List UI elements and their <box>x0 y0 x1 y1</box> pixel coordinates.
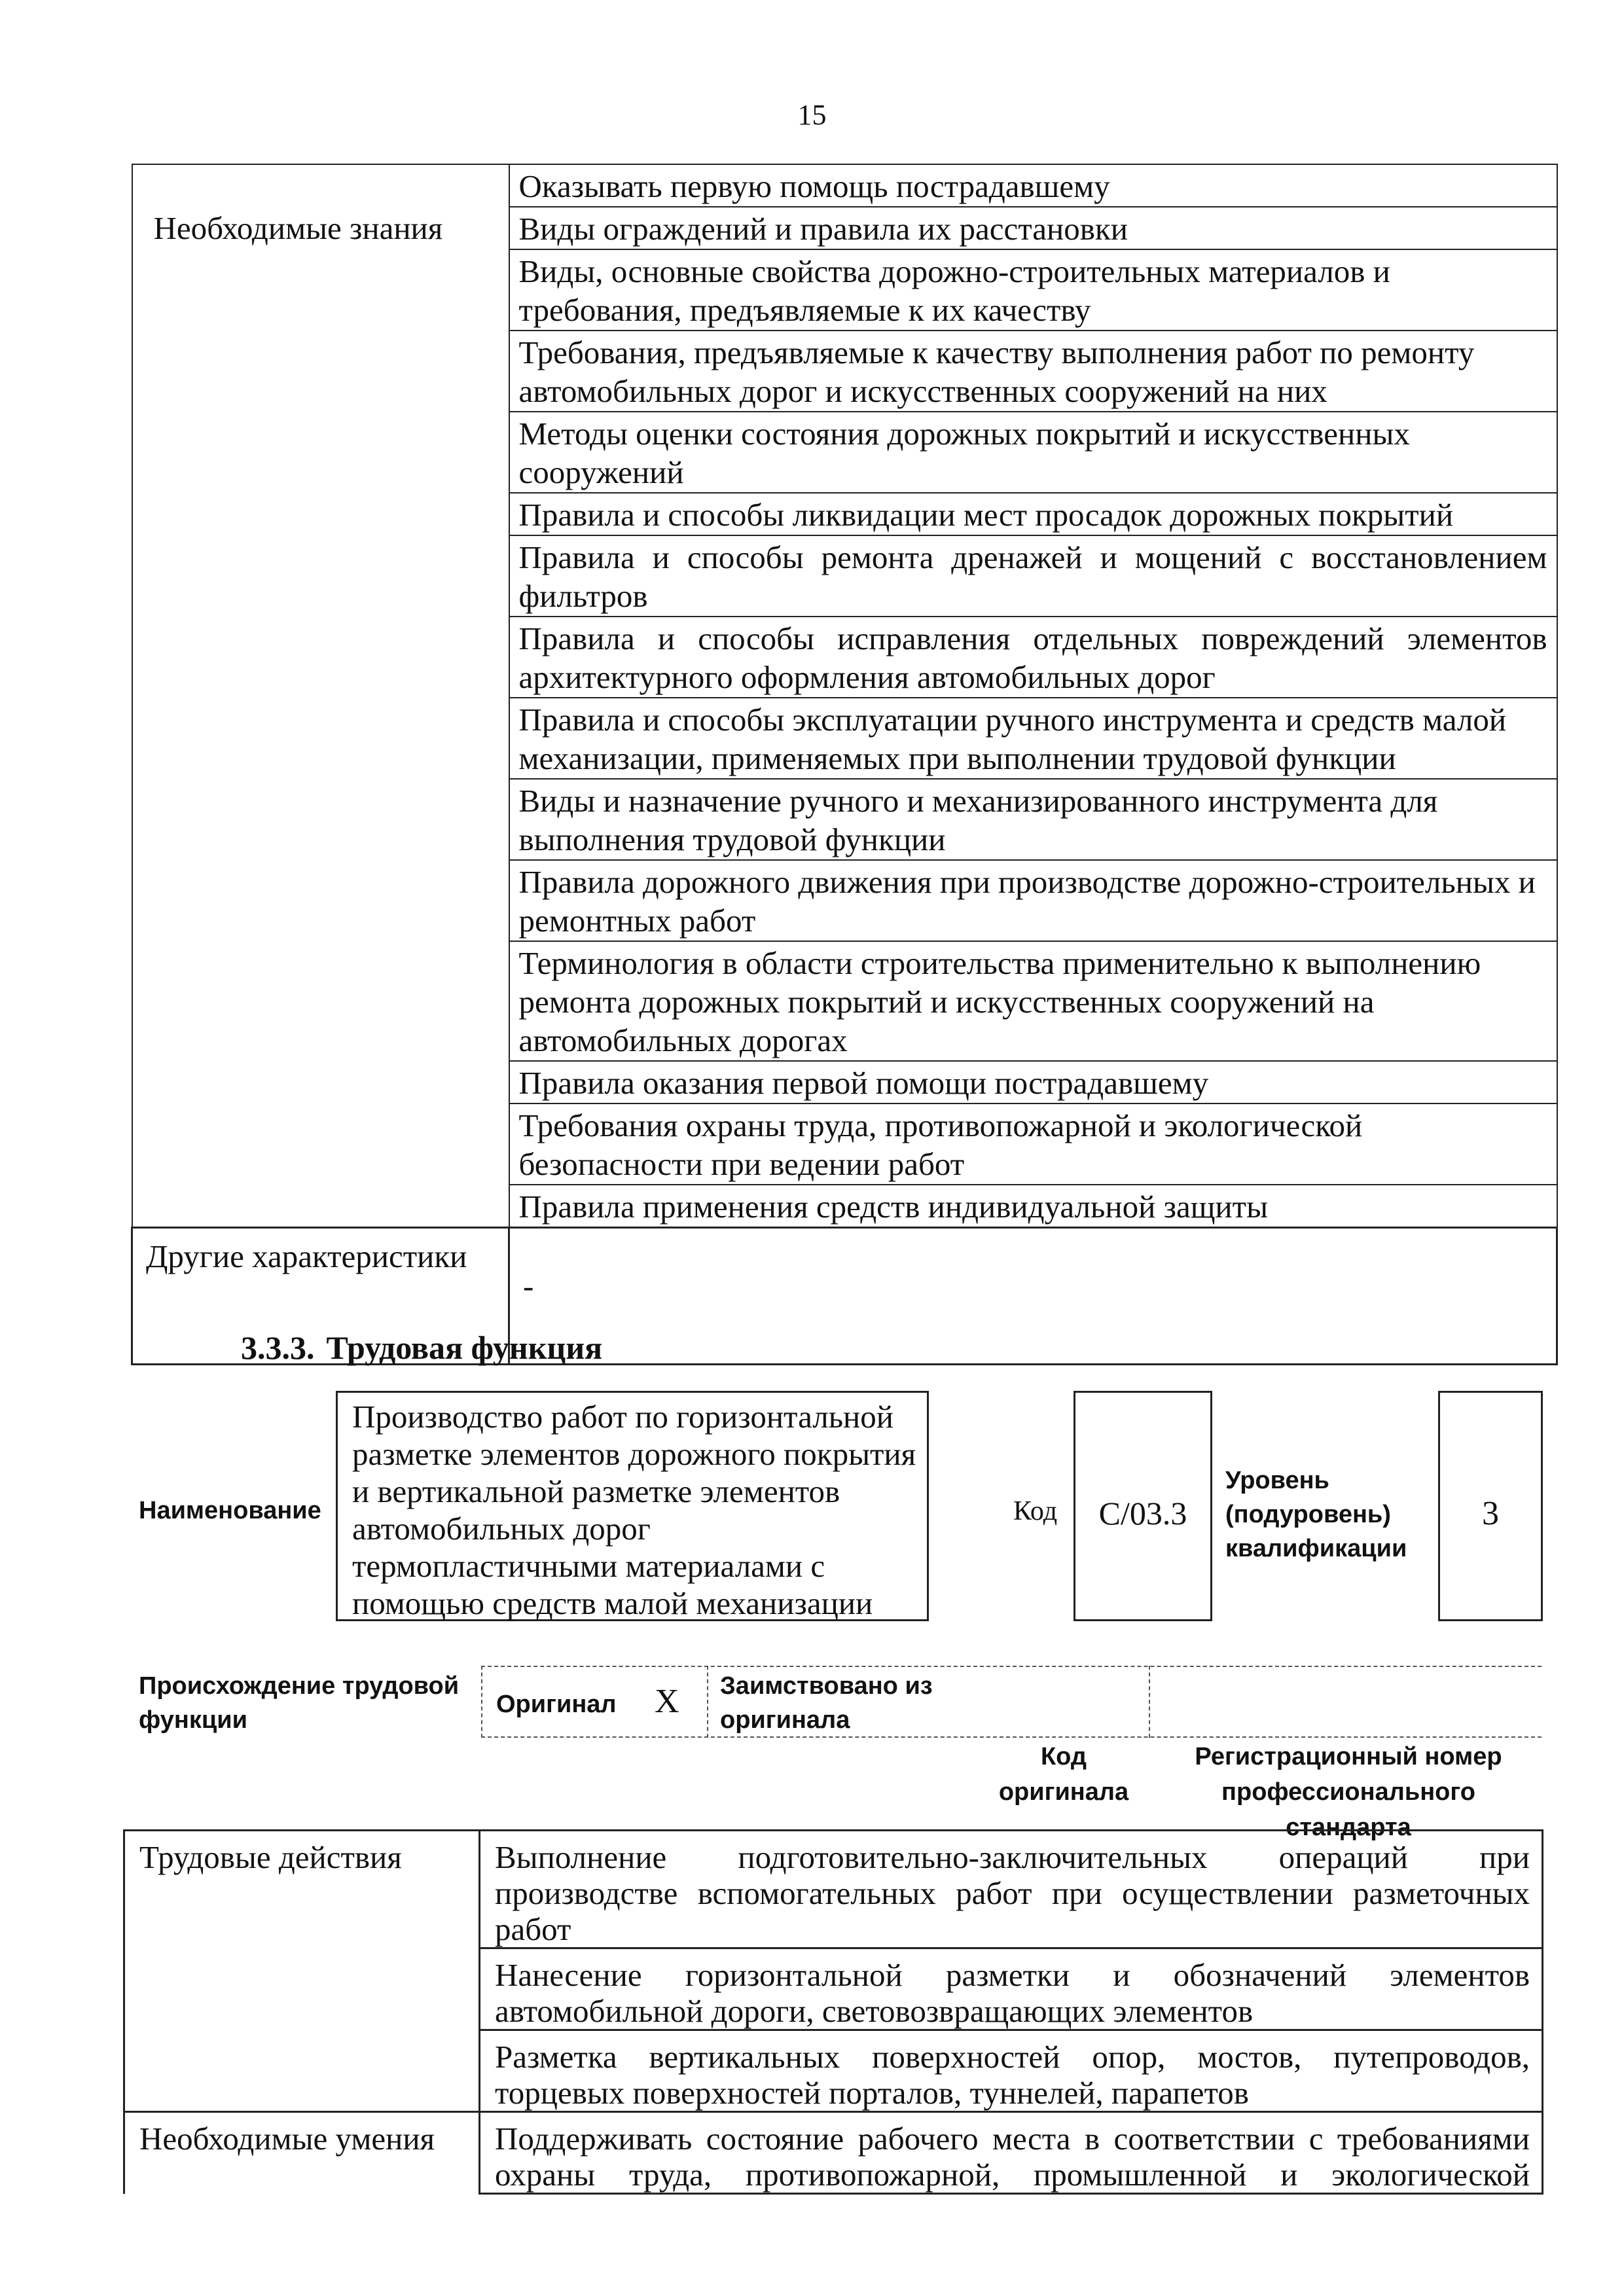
label-cell <box>132 535 509 617</box>
label-cell <box>132 860 509 941</box>
table-row <box>132 1103 1557 1185</box>
function-name-box: Производство работ по горизонтальной разметке элементов дорожного покрытия и вертикальной разметке элементов автомобильных дорог термопластичными материалами с помощью средств малой механизации <box>336 1391 929 1621</box>
name-label: Наименование <box>139 1497 321 1524</box>
table-row <box>132 535 1557 617</box>
level-label-line: (подуровень) <box>1225 1501 1391 1528</box>
knowledge-item: Виды, основные свойства дорожно-строительных материалов и требования, предъявляемые к их качеству <box>509 249 1557 331</box>
knowledge-item: Методы оценки состояния дорожных покрытий и искусственных сооружений <box>509 412 1557 493</box>
table-row <box>132 249 1557 331</box>
label-cell <box>132 617 509 698</box>
knowledge-item: Правила и способы исправления отдельных повреждений элементов архитектурного оформления автомобильных дорог <box>509 617 1557 698</box>
original-label: Оригинал <box>496 1691 617 1718</box>
table-row <box>132 617 1557 698</box>
reg-number-label: Регистрационный номер профессионального стандарта <box>1195 1743 1502 1841</box>
knowledge-item: Виды ограждений и правила их расстановки <box>509 207 1557 249</box>
knowledge-item: Правила дорожного движения при производстве дорожно-строительных и ремонтных работ <box>509 860 1557 941</box>
level-value-box: 3 <box>1438 1391 1543 1621</box>
code-original-label: Код оригинала <box>998 1743 1129 1806</box>
borrowed-label: Заимствовано из оригинала <box>720 1672 933 1734</box>
other-characteristics-value: - <box>509 1228 1557 1365</box>
original-mark: X <box>655 1683 679 1720</box>
origin-label: Происхождение трудовой функции <box>139 1672 460 1734</box>
skills-label: Необходимые умения <box>124 2112 480 2194</box>
table-row <box>124 1948 1543 2030</box>
page-number: 15 <box>797 99 827 131</box>
label-cell <box>132 249 509 331</box>
label-cell <box>124 2030 480 2112</box>
actions-table <box>123 1829 1543 2195</box>
table-row <box>124 2112 1543 2194</box>
label-cell <box>132 331 509 412</box>
knowledge-item: Виды и назначение ручного и механизированного инструмента для выполнения трудовой функции <box>509 779 1557 860</box>
knowledge-item: Правила и способы ликвидации мест просадок дорожных покрытий <box>509 493 1557 535</box>
level-label <box>1225 1463 1407 1566</box>
table-row <box>132 331 1557 412</box>
knowledge-item: Требования охраны труда, противопожарной и экологической безопасности при ведении работ <box>509 1103 1557 1185</box>
actions-label: Трудовые действия <box>124 1831 480 1948</box>
level-label-line: квалификации <box>1225 1535 1407 1562</box>
table-row <box>132 412 1557 493</box>
knowledge-label: Необходимые знания <box>132 207 509 249</box>
level-label-line: Уровень <box>1225 1467 1329 1494</box>
action-item: Разметка вертикальных поверхностей опор, мостов, путепроводов, торцевых поверхностей порталов, туннелей, парапетов <box>480 2030 1543 2112</box>
label-cell <box>124 1948 480 2030</box>
table-row <box>132 860 1557 941</box>
origin-box <box>481 1666 1542 1738</box>
empty-label-cell <box>132 164 509 207</box>
origin-divider <box>707 1666 708 1738</box>
label-cell <box>132 698 509 779</box>
table-row <box>132 1185 1557 1228</box>
other-characteristics-label: Другие характеристики <box>132 1228 509 1365</box>
table-row <box>124 1831 1543 1948</box>
code-label: Код <box>1013 1496 1058 1526</box>
table-row <box>132 1061 1557 1103</box>
knowledge-item: Требования, предъявляемые к качеству выполнения работ по ремонту автомобильных дорог и искусственных сооружений на них <box>509 331 1557 412</box>
table-row <box>132 207 1557 249</box>
table-cell: Оказывать первую помощь пострадавшему <box>509 164 1557 207</box>
label-cell <box>132 1103 509 1185</box>
knowledge-item: Правила оказания первой помощи пострадавшему <box>509 1061 1557 1103</box>
section-number: 3.3.3. <box>241 1329 315 1366</box>
label-cell <box>132 1061 509 1103</box>
knowledge-item: Терминология в области строительства применительно к выполнению ремонта дорожных покрытий и искусственных сооружений на автомобильных дорогах <box>509 941 1557 1061</box>
table-row <box>132 941 1557 1061</box>
table-row <box>132 493 1557 535</box>
section-title <box>241 1329 614 1367</box>
label-cell <box>132 493 509 535</box>
skill-item: Поддерживать состояние рабочего места в соответствии с требованиями охраны труда, противопожарной, промышленной и экологической <box>480 2112 1543 2194</box>
table-row <box>132 164 1557 207</box>
knowledge-item: Правила применения средств индивидуальной защиты <box>509 1185 1557 1228</box>
origin-divider <box>1149 1666 1150 1738</box>
knowledge-item: Правила и способы ремонта дренажей и мощений с восстановлением фильтров <box>509 535 1557 617</box>
label-cell <box>132 1185 509 1228</box>
section-name: Трудовая функция <box>326 1329 603 1366</box>
table-row <box>132 779 1557 860</box>
label-cell <box>132 412 509 493</box>
action-item: Нанесение горизонтальной разметки и обозначений элементов автомобильной дороги, световозвращающих элементов <box>480 1948 1543 2030</box>
action-item: Выполнение подготовительно-заключительных операций при производстве вспомогательных работ при осуществлении разметочных работ <box>480 1831 1543 1948</box>
table-row <box>132 698 1557 779</box>
table-row <box>124 2030 1543 2112</box>
code-value-box: C/03.3 <box>1074 1391 1212 1621</box>
knowledge-table <box>131 164 1558 1365</box>
label-cell <box>132 779 509 860</box>
knowledge-item: Правила и способы эксплуатации ручного инструмента и средств малой механизации, применяемых при выполнении трудовой функции <box>509 698 1557 779</box>
label-cell <box>132 941 509 1061</box>
